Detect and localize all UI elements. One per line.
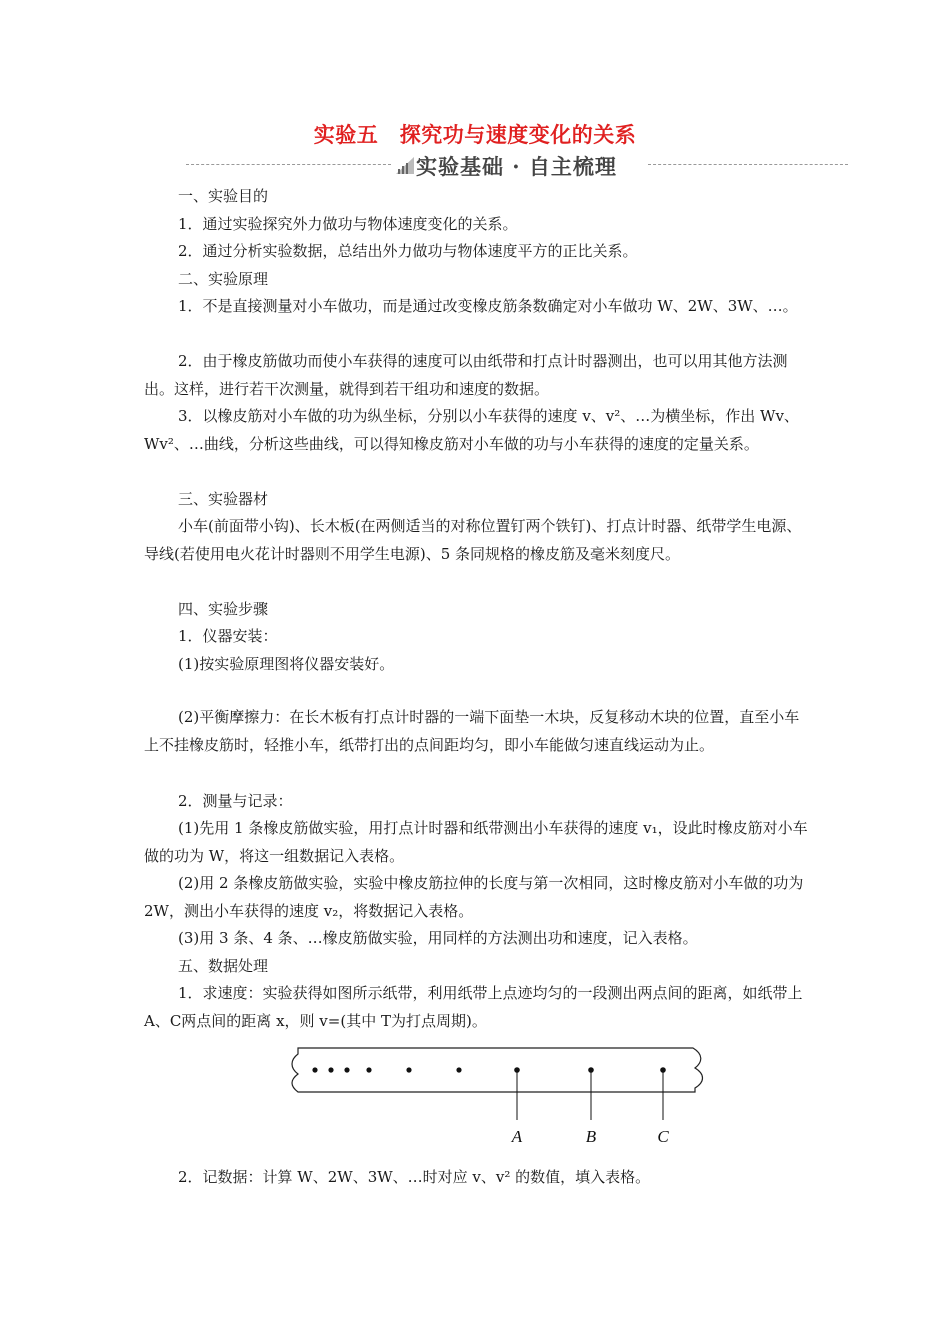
tape-dot (456, 1067, 461, 1072)
paper-tape-diagram (258, 1040, 728, 1164)
tape-dot (344, 1067, 349, 1072)
section-banner (186, 150, 848, 180)
page-title: 实验五 探究功与速度变化的关系 (313, 122, 637, 147)
data-item-1: 1．求速度：实验获得如图所示纸带，利用纸带上点迹均匀的一段测出两点间的距离，如纸带上 A、C两点间的距离 x，则 v=(其中 T为打点周期)。 (144, 984, 803, 1030)
data-item-2: 2．记数据：计算 W、2W、3W、…时对应 v、v² 的数值，填入表格。 (178, 1168, 651, 1186)
section-heading-principle: 二、实验原理 (178, 270, 269, 288)
steps-item-2-3: (3)用 3 条、4 条、…橡皮筋做实验，用同样的方法测出功和速度，记入表格。 (178, 929, 698, 947)
banner-divider-right (648, 164, 848, 165)
principle-item-3: 3．以橡皮筋对小车做的功为纵坐标，分别以小车获得的速度 v、v²、…为横坐标，作出 Wv、Wv²、…曲线，分析这些曲线，可以得知橡皮筋对小车做的功与小车获得的速度的定量关系。 (144, 407, 799, 453)
tape-dot (328, 1067, 333, 1072)
steps-item-1-2: (2)平衡摩擦力：在长木板有打点计时器的一端下面垫一木块，反复移动木块的位置，直至小车上不挂橡皮筋时，轻推小车，纸带打出的点间距均匀，即小车能做匀速直线运动为止。 (144, 708, 800, 754)
banner-chart-icon (394, 154, 416, 176)
section-heading-purpose: 一、实验目的 (178, 187, 269, 205)
banner-divider-left (186, 164, 391, 165)
section-heading-equipment: 三、实验器材 (178, 490, 269, 508)
tape-dot (406, 1067, 411, 1072)
steps-item-2-1: (1)先用 1 条橡皮筋做实验，用打点计时器和纸带测出小车获得的速度 v₁，设此时橡皮筋对小车做的功为 W，将这一组数据记入表格。 (144, 819, 808, 865)
steps-item-1: 1．仪器安装： (178, 627, 278, 645)
tape-label-a: A (511, 1127, 523, 1146)
banner-label: 实验基础 · 自主梳理 (416, 154, 617, 179)
steps-item-2: 2．测量与记录： (178, 792, 293, 810)
purpose-item-2: 2．通过分析实验数据，总结出外力做功与物体速度平方的正比关系。 (178, 242, 638, 260)
principle-item-1: 1．不是直接测量对小车做功，而是通过改变橡皮筋条数确定对小车做功 W、2W、3W、…。 (178, 297, 798, 315)
steps-item-2-2: (2)用 2 条橡皮筋做实验，实验中橡皮筋拉伸的长度与第一次相同，这时橡皮筋对小车做的功为 2W，测出小车获得的速度 v₂，将数据记入表格。 (144, 874, 804, 920)
tape-label-c: C (657, 1127, 669, 1146)
principle-item-2: 2．由于橡皮筋做功而使小车获得的速度可以由纸带和打点计时器测出，也可以用其他方法测出。这样，进行若干次测量，就得到若干组功和速度的数据。 (144, 352, 788, 398)
tape-dot (366, 1067, 371, 1072)
purpose-item-1: 1．通过实验探究外力做功与物体速度变化的关系。 (178, 215, 518, 233)
tape-outline (292, 1048, 703, 1092)
tape-dot (312, 1067, 317, 1072)
section-heading-data: 五、数据处理 (178, 957, 269, 975)
steps-item-1-1: (1)按实验原理图将仪器安装好。 (178, 655, 395, 673)
section-heading-steps: 四、实验步骤 (178, 600, 269, 618)
equipment-text: 小车(前面带小钩)、长木板(在两侧适当的对称位置钉两个铁钉)、打点计时器、纸带学生电源、导线(若使用电火花计时器则不用学生电源)、5 条同规格的橡皮筋及毫米刻度尺。 (144, 517, 802, 563)
tape-label-b: B (585, 1127, 597, 1146)
